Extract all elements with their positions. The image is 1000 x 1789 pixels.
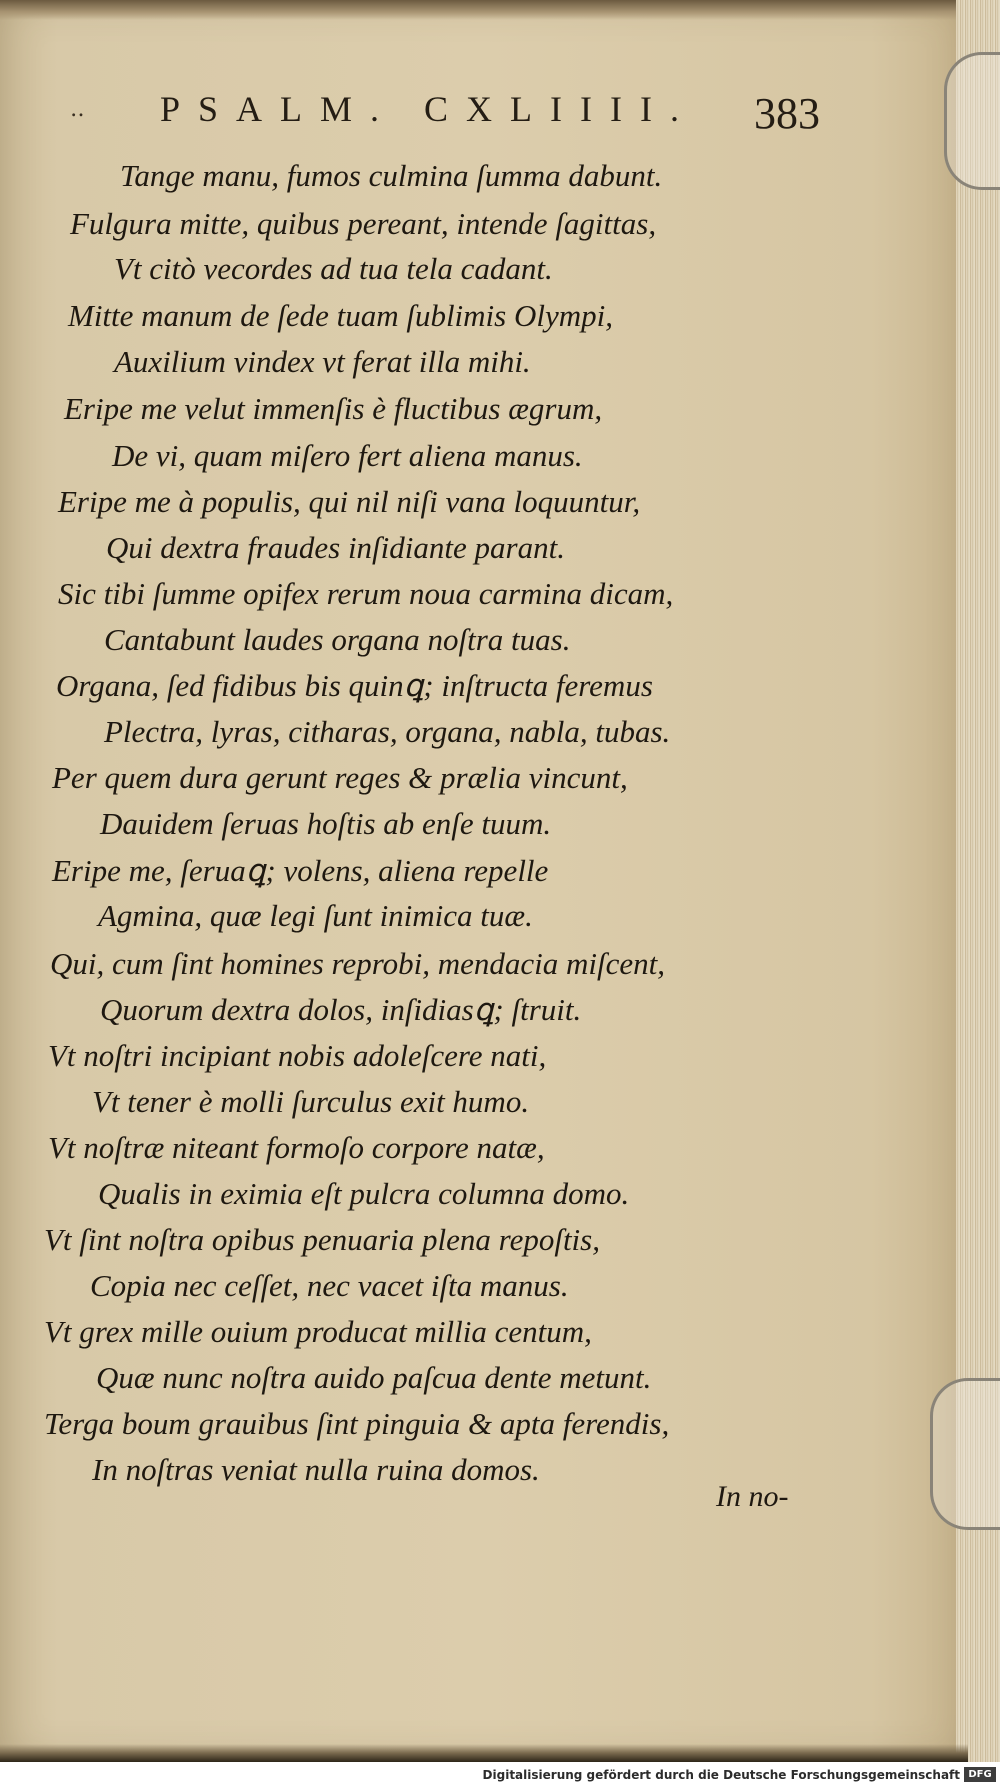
running-head: PSALM. CXLIIII. <box>160 89 697 129</box>
verse-line: Eripe me velut immenſis è fluctibus ægrum, <box>64 391 603 426</box>
funding-credit: Digitalisierung gefördert durch die Deutsche Forschungsgemeinschaft <box>482 1768 960 1782</box>
verse-line: Quorum dextra dolos, inſidiasꝗ; ſtruit. <box>100 992 582 1027</box>
verse-line: Cantabunt laudes organa noſtra tuas. <box>104 622 571 657</box>
verse-line: Terga boum grauibus ſint pinguia & apta ferendis, <box>44 1406 670 1441</box>
digitization-footer <box>0 1762 1000 1789</box>
verse-line: Dauidem ſeruas hoſtis ab enſe tuum. <box>100 806 552 841</box>
verse-line: Fulgura mitte, quibus pereant, intende ſagittas, <box>70 206 657 241</box>
verse-line: Agmina, quæ legi ſunt inimica tuæ. <box>98 898 533 933</box>
verse-line: Sic tibi ſumme opifex rerum noua carmina dicam, <box>58 576 674 611</box>
ornament-marks: ‥ <box>70 96 85 121</box>
catchword: In no- <box>716 1480 789 1513</box>
verse-line: Vt citò vecordes ad tua tela cadant. <box>114 251 553 286</box>
page-number: 383 <box>754 89 820 138</box>
page-clip-top <box>944 52 1000 190</box>
verse-line: Vt grex mille ouium producat millia centum, <box>44 1314 592 1349</box>
verse-line: Plectra, lyras, citharas, organa, nabla, tubas. <box>104 714 671 749</box>
verse-line: De vi, quam miſero fert aliena manus. <box>112 438 583 473</box>
verse-line: Mitte manum de ſede tuam ſublimis Olympi, <box>68 298 613 333</box>
dfg-logo-icon: DFG <box>964 1767 996 1782</box>
verse-line: Qualis in eximia eſt pulcra columna domo. <box>98 1176 630 1211</box>
page-top-edge <box>0 0 968 20</box>
verse-line: Vt noſtræ niteant formoſo corpore natæ, <box>48 1130 545 1165</box>
verse-line: Qui, cum ſint homines reprobi, mendacia miſcent, <box>50 946 666 981</box>
verse-line: Tange manu, fumos culmina ſumma dabunt. <box>120 158 663 193</box>
verse-line: In noſtras veniat nulla ruina domos. <box>92 1452 540 1487</box>
verse-line: Organa, ſed fidibus bis quinꝗ; inſtructa feremus <box>56 668 653 703</box>
page-clip-bottom <box>930 1378 1000 1530</box>
verse-line: Vt tener è molli ſurculus exit humo. <box>92 1084 530 1119</box>
verse-line: Qui dextra fraudes inſidiante parant. <box>106 530 565 565</box>
verse-line: Eripe me, ſeruaꝗ; volens, aliena repelle <box>52 853 549 888</box>
page-bottom-edge <box>0 1744 968 1762</box>
verse-line: Per quem dura gerunt reges & prælia vincunt, <box>52 760 628 795</box>
verse-line: Copia nec ceſſet, nec vacet iſta manus. <box>90 1268 569 1303</box>
verse-line: Vt ſint noſtra opibus penuaria plena repoſtis, <box>44 1222 600 1257</box>
verse-line: Eripe me à populis, qui nil niſi vana loquuntur, <box>58 484 641 519</box>
verse-line: Auxilium vindex vt ferat illa mihi. <box>114 344 531 379</box>
verse-line: Vt noſtri incipiant nobis adoleſcere nati, <box>48 1038 547 1073</box>
verse-line: Quæ nunc noſtra auido paſcua dente metunt. <box>96 1360 652 1395</box>
